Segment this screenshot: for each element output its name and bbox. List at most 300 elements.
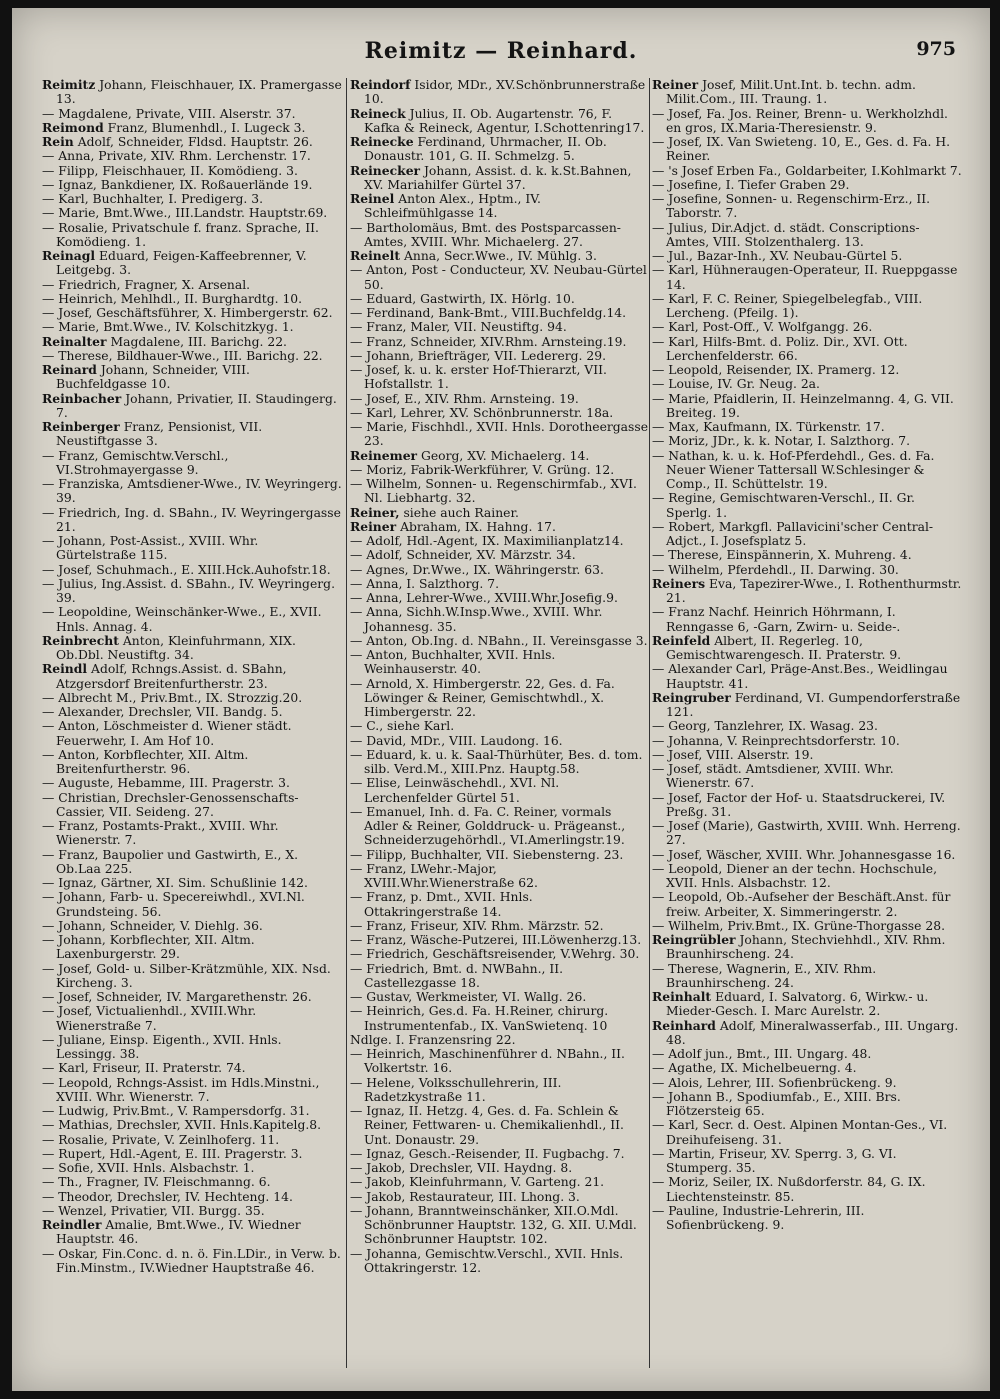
directory-entry xyxy=(350,1004,648,1033)
entry-text: — Franz Nachf. Heinrich Höhrmann, I. Renngasse 6, -Garn, Zwirn- u. Seide-. xyxy=(652,605,901,634)
entry-text: — Karl, F. C. Reiner, Spiegelbelegfab., VIII. Lercheng. (Pfeilg. 1). xyxy=(652,291,923,320)
entry-text: — Jakob, Drechsler, VII. Haydng. 8. xyxy=(350,1161,573,1175)
surname-heading: Reiners xyxy=(652,575,706,591)
directory-entry xyxy=(42,363,342,392)
entry-text: — Pauline, Industrie-Lehrerin, III. Sofienbrückeng. 9. xyxy=(652,1203,865,1232)
surname-heading: Reiner xyxy=(652,78,699,92)
entry-text: — Anna, I. Salzthorg. 7. xyxy=(350,576,500,591)
entry-text: — Karl, Hühneraugen-Operateur, II. Rueppgasse 14. xyxy=(652,263,958,292)
entry-text: — Johann, Post-Assist., XVIII. Whr. Gürtelstraße 115. xyxy=(42,534,259,563)
directory-entry xyxy=(42,848,342,877)
entry-text: — Bartholomäus, Bmt. des Postsparcassen-Amtes, XVIII. Whr. Michaelerg. 27. xyxy=(350,220,621,249)
directory-entry xyxy=(652,819,962,848)
entry-text: — Georg, Tanzlehrer, IX. Wasag. 23. xyxy=(652,719,878,734)
entry-text: Eva, Tapezirer-Wwe., I. Rothenthurmstr. 21. xyxy=(666,576,962,605)
directory-entry xyxy=(652,292,962,321)
entry-text: — Heinrich, Maschinenführer d. NBahn., II. Volkertstr. 16. xyxy=(350,1047,625,1076)
entry-text: — Adolf, Hdl.-Agent, IX. Maximilianplatz14. xyxy=(350,534,624,548)
directory-entry xyxy=(652,890,962,919)
entry-text: Josef, Milit.Unt.Int. b. techn. adm. Milit.Com., III. Traung. 1. xyxy=(666,78,916,107)
directory-entry xyxy=(350,463,648,477)
entry-text: — Josef, E., XIV. Rhm. Arnsteing. 19. xyxy=(350,391,579,406)
directory-entry xyxy=(42,719,342,748)
entry-text: — Heinrich, Ges.d. Fa. H.Reiner, chirurg. Instrumentenfab., IX. VanSwietenq. 10 xyxy=(350,1004,609,1033)
entry-text: — Oskar, Fin.Conc. d. n. ö. Fin.LDir., in Verw. b. Fin.Minstm., IV.Wiedner Hauptstraße 46. xyxy=(42,1246,341,1275)
entry-text: Johann, Schneider, VIII. Buchfeldgasse 10. xyxy=(56,363,250,392)
directory-entry xyxy=(42,249,342,278)
directory-entry xyxy=(350,406,648,420)
entry-text: Magdalene, III. Barichg. 22. xyxy=(106,334,287,349)
entry-text: siehe auch Rainer. xyxy=(399,505,519,520)
entry-text: — Filipp, Fleischhauer, II. Komödieng. 3. xyxy=(42,163,298,178)
surname-heading: Reimitz xyxy=(42,78,96,92)
entry-text: — Josef, Factor der Hof- u. Staatsdruckerei, IV. Preßg. 31. xyxy=(652,790,946,819)
directory-entry xyxy=(42,748,342,777)
entry-text: — Josef, Gold- u. Silber-Krätzmühle, XIX. Nsd. Kircheng. 3. xyxy=(42,961,331,990)
entry-text: — Karl, Secr. d. Oest. Alpinen Montan-Ges., VI. Dreihufeiseng. 31. xyxy=(652,1118,948,1147)
entry-text: — Johann, Briefträger, VII. Ledererg. 29. xyxy=(350,348,607,363)
directory-entry xyxy=(350,947,648,961)
column-divider xyxy=(649,78,650,1368)
directory-entry xyxy=(42,605,342,634)
entry-text: — Ignaz, II. Hetzg. 4, Ges. d. Fa. Schlein & Reiner, Fettwaren- u. Chemikalienhdl., II. Unt. Donaustr. 29. xyxy=(350,1104,624,1147)
entry-text: — Marie, Pfaidlerin, II. Heinzelmanng. 4, G. VII. Breiteg. 19. xyxy=(652,391,954,420)
directory-entry xyxy=(350,890,648,919)
entry-text: — Elise, Leinwäschehdl., XVI. Nl. Lerchenfelder Gürtel 51. xyxy=(350,776,560,805)
directory-entry xyxy=(42,1161,342,1175)
entry-text: Abraham, IX. Hahng. 17. xyxy=(396,519,556,534)
directory-entry xyxy=(42,1204,342,1218)
directory-entry xyxy=(350,506,648,520)
entry-text: — Moriz, JDr., k. k. Notar, I. Salzthorg. 7. xyxy=(652,434,911,449)
entry-text: — C., siehe Karl. xyxy=(350,719,455,734)
surname-heading: Reinemer xyxy=(350,447,418,463)
entry-text: — Auguste, Hebamme, III. Pragerstr. 3. xyxy=(42,776,290,791)
directory-entry xyxy=(42,78,342,107)
entry-text: — Wilhelm, Priv.Bmt., IX. Grüne-Thorgasse 28. xyxy=(652,918,945,933)
directory-entry xyxy=(652,748,962,762)
directory-entry xyxy=(350,1147,648,1161)
directory-entry xyxy=(350,292,648,306)
directory-entry xyxy=(42,1061,342,1075)
directory-entry xyxy=(42,335,342,349)
entry-text: — Karl, Hilfs-Bmt. d. Poliz. Dir., XVI. Ott. Lerchenfelderstr. 66. xyxy=(652,334,908,363)
entry-text: — Josef, Schuhmach., E. XIII.Hck.Auhofstr.18. xyxy=(42,562,331,577)
directory-entry xyxy=(350,776,648,805)
entry-text: Franz, Pensionist, VII. Neustiftgasse 3. xyxy=(56,420,263,449)
directory-entry xyxy=(350,605,648,634)
surname-heading: Reingruber xyxy=(652,689,731,705)
directory-entry xyxy=(42,1218,342,1247)
surname-heading: Reinelt xyxy=(350,248,401,263)
entry-text: — Josef, Fa. Jos. Reiner, Brenn- u. Werkholzhdl. en gros, IX.Maria-Theresienstr. 9. xyxy=(652,106,948,135)
surname-heading: Reindl xyxy=(42,661,88,677)
directory-entry xyxy=(652,548,962,562)
entry-text: — Friedrich, Ing. d. SBahn., IV. Weyringergasse 21. xyxy=(42,505,341,534)
directory-entry xyxy=(350,192,648,221)
entry-text: Ndlge. I. Franzensring 22. xyxy=(350,1032,516,1047)
surname-heading: Reinhalt xyxy=(652,989,712,1004)
entry-text: — Anton, Ob.Ing. d. NBahn., II. Vereinsgasse 3. xyxy=(350,633,648,648)
entry-text: Anton Alex., Hptm., IV. Schleifmühlgasse 14. xyxy=(364,192,541,221)
entry-text: — Ferdinand, Bank-Bmt., VIII.Buchfeldg.14. xyxy=(350,306,627,320)
entry-text: — Franz, Baupolier und Gastwirth, E., X. Ob.Laa 225. xyxy=(42,847,299,876)
entry-text: — Magdalene, Private, VIII. Alserstr. 37. xyxy=(42,106,296,121)
entry-text: — Karl, Friseur, II. Praterstr. 74. xyxy=(42,1061,246,1076)
surname-heading: Reinalter xyxy=(42,333,107,349)
directory-entry xyxy=(652,249,962,263)
directory-entry xyxy=(350,392,648,406)
surname-heading: Reineck xyxy=(350,105,406,121)
directory-entry xyxy=(42,192,342,206)
directory-entry xyxy=(652,377,962,391)
directory-entry xyxy=(652,449,962,492)
entry-text: — Ludwig, Priv.Bmt., V. Rampersdorfg. 31. xyxy=(42,1104,310,1118)
entry-text: Isidor, MDr., XV.Schönbrunnerstraße 10. xyxy=(364,78,646,107)
directory-entry xyxy=(652,634,962,663)
surname-heading: Reiner xyxy=(350,518,397,534)
entry-text: — Josef, Wäscher, XVIII. Whr. Johannesgasse 16. xyxy=(652,847,956,862)
entry-text: Anna, Secr.Wwe., IV. Mühlg. 3. xyxy=(400,249,597,263)
directory-entry xyxy=(42,534,342,563)
directory-entry xyxy=(42,392,342,421)
entry-text: — Helene, Volksschullehrerin, III. Radetzkystraße 11. xyxy=(350,1075,562,1104)
directory-entry xyxy=(42,1133,342,1147)
surname-heading: Rein xyxy=(42,134,74,149)
directory-entry xyxy=(350,962,648,991)
entry-text: Adolf, Rchngs.Assist. d. SBahn, Atzgersdorf Breitenfurtherstr. 23. xyxy=(56,662,287,691)
entry-text: — Johann, Farb- u. Specereiwhdl., XVI.Nl. Grundsteing. 56. xyxy=(42,890,305,919)
directory-entry xyxy=(652,1147,962,1176)
directory-entry xyxy=(652,392,962,421)
entry-text: — Anton, Buchhalter, XVII. Hnls. Weinhauserstr. 40. xyxy=(350,648,556,677)
column-divider xyxy=(346,78,347,1368)
directory-entry xyxy=(42,1147,342,1161)
entry-text: — Johanna, Gemischtw.Verschl., XVII. Hnls. Ottakringerstr. 12. xyxy=(350,1246,624,1275)
entry-text: — Therese, Bildhauer-Wwe., III. Barichg. 22. xyxy=(42,348,323,363)
entry-text: — Ignaz, Bankdiener, IX. Roßauerlände 19. xyxy=(42,177,313,192)
directory-entry xyxy=(652,791,962,820)
directory-entry xyxy=(350,1204,648,1247)
directory-entry xyxy=(350,335,648,349)
directory-entry xyxy=(652,933,962,962)
entry-text: — Jakob, Restaurateur, III. Lhong. 3. xyxy=(350,1189,580,1204)
entry-text: — Jakob, Kleinfuhrmann, V. Garteng. 21. xyxy=(350,1175,605,1190)
entry-text: — Moriz, Seiler, IX. Nußdorferstr. 84, G. IX. Liechtensteinstr. 85. xyxy=(652,1175,926,1204)
entry-text: — Adolf, Schneider, XV. Märzstr. 34. xyxy=(350,548,576,563)
directory-entry xyxy=(42,1190,342,1204)
entry-text: — David, MDr., VIII. Laudong. 16. xyxy=(350,733,563,748)
page-number: 975 xyxy=(916,38,956,60)
entry-text: — Robert, Markgfl. Pallavicini'scher Central-Adjct., I. Josefsplatz 5. xyxy=(652,519,934,548)
entry-text: — Julius, Dir.Adjct. d. städt. Conscriptions-Amtes, VIII. Stolzenthalerg. 13. xyxy=(652,220,920,249)
directory-entry xyxy=(350,107,648,136)
directory-entry xyxy=(652,107,962,136)
directory-entry xyxy=(350,748,648,777)
directory-entry xyxy=(350,449,648,463)
entry-text: — Alexander, Drechsler, VII. Bandg. 5. xyxy=(42,705,283,719)
directory-entry xyxy=(350,1190,648,1204)
surname-heading: Reiner, xyxy=(350,504,400,520)
entry-text: — Christian, Drechsler-Genossenschafts-Cassier, VII. Seideng. 27. xyxy=(42,790,299,819)
entry-text: — Josef, IX. Van Swieteng. 10, E., Ges. d. Fa. H. Reiner. xyxy=(652,135,951,164)
directory-entry xyxy=(652,164,962,178)
entry-text: — Leopold, Diener an der techn. Hochschule, XVII. Hnls. Alsbachstr. 12. xyxy=(652,861,938,890)
surname-heading: Reindler xyxy=(42,1217,102,1232)
page-title: Reimitz — Reinhard. xyxy=(364,38,638,64)
directory-entry xyxy=(350,78,648,107)
directory-entry xyxy=(42,577,342,606)
column-2 xyxy=(350,78,648,1378)
entry-text: — Regine, Gemischtwaren-Verschl., II. Gr. Sperlg. 1. xyxy=(652,491,915,520)
entry-text: — Filipp, Buchhalter, VII. Siebensterng. 23. xyxy=(350,847,624,862)
directory-entry xyxy=(652,320,962,334)
entry-text: Johann, Assist. d. k. k.St.Bahnen, XV. Mariahilfer Gürtel 37. xyxy=(364,163,632,192)
directory-entry xyxy=(652,1118,962,1147)
directory-entry xyxy=(350,1175,648,1189)
entry-text: — Johann B., Spodiumfab., E., XIII. Brs. Flötzersteig 65. xyxy=(652,1089,901,1118)
entry-text: — Johanna, V. Reinprechtsdorferstr. 10. xyxy=(652,733,900,748)
directory-entry xyxy=(350,677,648,720)
entry-text: — Julius, Ing.Assist. d. SBahn., IV. Weyringerg. 39. xyxy=(42,576,335,605)
directory-entry xyxy=(42,121,342,135)
directory-entry xyxy=(350,848,648,862)
entry-text: — Louise, IV. Gr. Neug. 2a. xyxy=(652,377,820,392)
entry-text: — Franz, Maler, VII. Neustiftg. 94. xyxy=(350,320,567,335)
page-header xyxy=(12,38,990,72)
directory-entry xyxy=(42,292,342,306)
directory-entry xyxy=(350,249,648,263)
directory-entry xyxy=(42,178,342,192)
directory-entry xyxy=(42,1104,342,1118)
directory-entry xyxy=(652,221,962,250)
column-3 xyxy=(652,78,962,1378)
surname-heading: Reinberger xyxy=(42,419,120,434)
directory-page xyxy=(12,8,990,1391)
directory-entry xyxy=(42,449,342,478)
entry-text: — Eduard, k. u. k. Saal-Thürhüter, Bes. d. tom. silb. Verd.M., XIII.Pnz. Hauptg.58. xyxy=(350,747,643,776)
directory-entry xyxy=(350,648,648,677)
directory-entry xyxy=(652,563,962,577)
directory-entry xyxy=(652,990,962,1019)
entry-text: Georg, XV. Michaelerg. 14. xyxy=(417,448,590,463)
entry-text: Eduard, Feigen-Kaffeebrenner, V. Leitgebg. 3. xyxy=(56,249,307,278)
directory-entry xyxy=(652,662,962,691)
entry-text: — Nathan, k. u. k. Hof-Pferdehdl., Ges. d. Fa. Neuer Wiener Tattersall W.Schlesinger & Comp., II. Schüttelstr. 19. xyxy=(652,448,935,491)
directory-entry xyxy=(350,1104,648,1147)
directory-entry xyxy=(42,563,342,577)
directory-entry xyxy=(350,306,648,320)
directory-entry xyxy=(350,919,648,933)
directory-entry xyxy=(350,520,648,534)
entry-text: Ferdinand, VI. Gumpendorferstraße 121. xyxy=(666,690,961,719)
directory-entry xyxy=(350,164,648,193)
entry-text: — Gustav, Werkmeister, VI. Wallg. 26. xyxy=(350,990,587,1004)
directory-entry xyxy=(42,278,342,292)
entry-text: — Josefine, Sonnen- u. Regenschirm-Erz., II. Taborstr. 7. xyxy=(652,192,931,221)
directory-entry xyxy=(350,135,648,164)
directory-entry xyxy=(652,78,962,107)
directory-entry xyxy=(350,734,648,748)
entry-text: — 's Josef Erben Fa., Goldarbeiter, I.Kohlmarkt 7. xyxy=(652,163,962,178)
surname-heading: Reimond xyxy=(42,119,104,135)
entry-text: — Anton, Korbflechter, XII. Altm. Breitenfurtherstr. 96. xyxy=(42,747,249,776)
entry-text: — Friedrich, Geschäftsreisender, V.Wehrg. 30. xyxy=(350,947,640,962)
entry-text: Adolf, Mineralwasserfab., III. Ungarg. 48. xyxy=(666,1018,959,1047)
directory-entry xyxy=(652,719,962,733)
surname-heading: Reinfeld xyxy=(652,632,711,648)
directory-entry xyxy=(42,477,342,506)
entry-text: — Agathe, IX. Michelbeuerng. 4. xyxy=(652,1061,857,1076)
directory-entry xyxy=(652,1047,962,1061)
directory-entry xyxy=(652,420,962,434)
directory-entry xyxy=(42,919,342,933)
entry-text: — Karl, Buchhalter, I. Predigerg. 3. xyxy=(42,192,264,206)
directory-entry xyxy=(350,990,648,1004)
entry-text: Adolf, Schneider, Fldsd. Hauptstr. 26. xyxy=(73,135,313,149)
directory-entry xyxy=(652,1204,962,1233)
entry-text: — Therese, Wagnerin, E., XIV. Rhm. Braunhirscheng. 24. xyxy=(652,961,877,990)
entry-text: — Josef, Schneider, IV. Margarethenstr. 26. xyxy=(42,990,312,1004)
directory-entry xyxy=(652,192,962,221)
directory-entry xyxy=(42,876,342,890)
directory-entry xyxy=(350,1247,648,1276)
entry-text: — Marie, Bmt.Wwe., IV. Kolschitzkyg. 1. xyxy=(42,320,294,335)
entry-text: — Johann, Schneider, V. Diehlg. 36. xyxy=(42,918,263,933)
directory-entry xyxy=(42,791,342,820)
directory-entry xyxy=(652,135,962,164)
entry-text: — Wilhelm, Sonnen- u. Regenschirmfab., XVI. Nl. Liebhartg. 32. xyxy=(350,477,637,506)
surname-heading: Reinel xyxy=(350,191,395,206)
directory-entry xyxy=(350,1033,648,1047)
entry-text: Johann, Stechviehhdl., XIV. Rhm. Braunhirscheng. 24. xyxy=(666,933,946,962)
entry-text: — Josef (Marie), Gastwirth, XVIII. Wnh. Herreng. 27. xyxy=(652,819,961,848)
directory-entry xyxy=(652,605,962,634)
directory-entry xyxy=(42,206,342,220)
entry-text: — Anna, Lehrer-Wwe., XVIII.Whr.Josefig.9. xyxy=(350,591,618,605)
directory-entry xyxy=(652,1090,962,1119)
surname-heading: Reinecke xyxy=(350,134,414,149)
entry-text: — Josef, VIII. Alserstr. 19. xyxy=(652,747,814,762)
directory-entry xyxy=(42,691,342,705)
directory-entry xyxy=(42,506,342,535)
entry-text: — Moriz, Fabrik-Werkführer, V. Grüng. 12. xyxy=(350,462,615,477)
directory-entry xyxy=(42,819,342,848)
directory-entry xyxy=(652,178,962,192)
entry-text: — Eduard, Gastwirth, IX. Hörlg. 10. xyxy=(350,291,575,306)
directory-entry xyxy=(42,1175,342,1189)
directory-entry xyxy=(350,634,648,648)
entry-text: — Friedrich, Fragner, X. Arsenal. xyxy=(42,277,251,292)
entry-text: — Heinrich, Mehlhdl., II. Burghardtg. 10. xyxy=(42,291,303,306)
entry-text: — Th., Fragner, IV. Fleischmanng. 6. xyxy=(42,1175,271,1190)
entry-text: — Anton, Post - Conducteur, XV. Neubau-Gürtel 50. xyxy=(350,263,647,292)
directory-entry xyxy=(652,762,962,791)
directory-entry xyxy=(652,335,962,364)
entry-text: Albert, II. Regerleg. 10, Gemischtwarengesch. II. Praterstr. 9. xyxy=(666,633,902,662)
entry-text: — Anton, Löschmeister d. Wiener städt. Feuerwehr, I. Am Hof 10. xyxy=(42,719,292,748)
directory-entry xyxy=(42,1004,342,1033)
directory-entry xyxy=(42,662,342,691)
directory-entry xyxy=(350,563,648,577)
directory-entry xyxy=(350,862,648,891)
entry-text: — Emanuel, Inh. d. Fa. C. Reiner, vormals Adler & Reiner, Golddruck- u. Prägeanst., Schneiderzugehörhdl., VI.Amerlingstr.19. xyxy=(350,804,626,848)
entry-text: — Rosalie, Private, V. Zeinlhoferg. 11. xyxy=(42,1132,280,1147)
entry-text: — Martin, Friseur, XV. Sperrg. 3, G. VI. Stumperg. 35. xyxy=(652,1146,897,1175)
directory-entry xyxy=(350,477,648,506)
directory-entry xyxy=(350,263,648,292)
entry-text: — Franz, Wäsche-Putzerei, III.Löwenherzg.13. xyxy=(350,933,642,947)
directory-entry xyxy=(42,306,342,320)
surname-heading: Reinagl xyxy=(42,248,96,263)
directory-entry xyxy=(350,1076,648,1105)
entry-text: Amalie, Bmt.Wwe., IV. Wiedner Hauptstr. 46. xyxy=(56,1218,301,1247)
directory-entry xyxy=(42,705,342,719)
entry-text: — Josef, städt. Amtsdiener, XVIII. Whr. Wienerstr. 67. xyxy=(652,762,894,791)
entry-text: — Therese, Einspännerin, X. Muhreng. 4. xyxy=(652,548,912,563)
entry-text: — Josef, k. u. k. erster Hof-Thierarzt, VII. Hofstallstr. 1. xyxy=(350,363,607,392)
entry-text: — Leopold, Rchngs-Assist. im Hdls.Minstni., XVIII. Whr. Wienerstr. 7. xyxy=(42,1075,320,1104)
directory-entry xyxy=(42,420,342,449)
directory-entry xyxy=(652,491,962,520)
entry-text: — Wenzel, Privatier, VII. Burgg. 35. xyxy=(42,1203,265,1218)
directory-entry xyxy=(652,1019,962,1048)
directory-entry xyxy=(652,263,962,292)
surname-heading: Reindorf xyxy=(350,78,411,92)
entry-text: — Franz, p. Dmt., XVII. Hnls. Ottakringerstraße 14. xyxy=(350,890,533,919)
entry-text: — Arnold, X. Himbergerstr. 22, Ges. d. Fa. Löwinger & Reiner, Gemischtwhdl., X. Himbergerstr. 22. xyxy=(350,676,615,719)
directory-entry xyxy=(350,548,648,562)
entry-text: — Theodor, Drechsler, IV. Hechteng. 14. xyxy=(42,1189,293,1204)
directory-entry xyxy=(652,1175,962,1204)
directory-entry xyxy=(350,534,648,548)
entry-text: — Leopold, Reisender, IX. Pramerg. 12. xyxy=(652,363,900,377)
directory-entry xyxy=(42,1033,342,1062)
directory-entry xyxy=(652,862,962,891)
entry-text: Johann, Fleischhauer, IX. Pramergasse 13. xyxy=(56,78,342,107)
entry-text: — Franziska, Amtsdiener-Wwe., IV. Weyringerg. 39. xyxy=(42,477,342,506)
directory-entry xyxy=(350,320,648,334)
directory-entry xyxy=(652,1076,962,1090)
directory-entry xyxy=(42,1247,342,1276)
entry-text: — Wilhelm, Pferdehdl., II. Darwing. 30. xyxy=(652,562,899,577)
directory-entry xyxy=(652,962,962,991)
entry-text: — Agnes, Dr.Wwe., IX. Währingerstr. 63. xyxy=(350,562,604,577)
entry-text: — Rupert, Hdl.-Agent, E. III. Pragerstr. 3. xyxy=(42,1146,303,1161)
directory-entry xyxy=(652,363,962,377)
entry-text: — Franz, Friseur, XIV. Rhm. Märzstr. 52. xyxy=(350,918,604,933)
entry-text: — Karl, Lehrer, XV. Schönbrunnerstr. 18a. xyxy=(350,405,614,420)
entry-text: — Leopoldine, Weinschänker-Wwe., E., XVII. Hnls. Annag. 4. xyxy=(42,605,322,634)
directory-entry xyxy=(42,107,342,121)
directory-entry xyxy=(350,591,648,605)
entry-text: — Alois, Lehrer, III. Sofienbrückeng. 9. xyxy=(652,1075,897,1090)
entry-text: — Rosalie, Privatschule f. franz. Sprache, II. Komödieng. 1. xyxy=(42,220,319,249)
directory-entry xyxy=(652,919,962,933)
directory-entry xyxy=(652,577,962,606)
directory-entry xyxy=(42,1118,342,1132)
directory-entry xyxy=(652,734,962,748)
entry-text: — Johann, Branntweinschänker, XII.O.Mdl. Schönbrunner Hauptstr. 132, G. XII. U.Mdl. Schönbrunner Hauptstr. 102. xyxy=(350,1203,637,1247)
entry-text: — Leopold, Ob.-Aufseher der Beschäft.Anst. für freiw. Arbeiter, X. Simmeringerstr. 2. xyxy=(652,890,951,919)
entry-text: — Josef, Victualienhdl., XVIII.Whr. Wienerstraße 7. xyxy=(42,1004,257,1033)
entry-text: — Josef, Geschäftsführer, X. Himbergerstr. 62. xyxy=(42,306,333,320)
directory-entry xyxy=(350,805,648,848)
entry-text: Julius, II. Ob. Augartenstr. 76, F. Kafka & Reineck, Agentur, I.Schottenring17. xyxy=(364,106,645,135)
column-1 xyxy=(42,78,342,1378)
entry-text: — Anna, Sichh.W.Insp.Wwe., XVIII. Whr. Johannesg. 35. xyxy=(350,605,603,634)
entry-text: — Friedrich, Bmt. d. NWBahn., II. Castellezgasse 18. xyxy=(350,961,564,990)
